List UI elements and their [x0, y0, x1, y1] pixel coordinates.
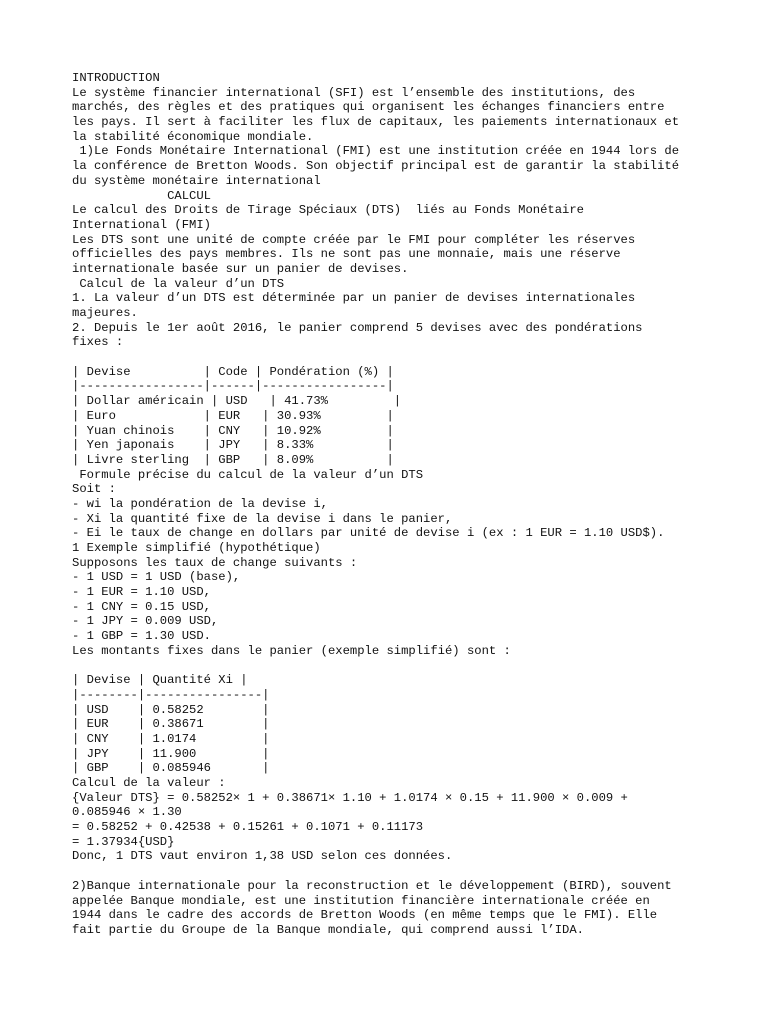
exchange-rate-item: - 1 EUR = 1.10 USD,	[72, 585, 211, 600]
quantity-table-row: | CNY | 1.0174 |	[72, 731, 270, 746]
text-line: 1944 dans le cadre des accords de Bretton Woods (en même temps que le FMI). Elle	[72, 908, 658, 923]
text-line: Donc, 1 DTS vaut environ 1,38 USD selon ces données.	[72, 849, 453, 864]
text-line: - wi la pondération de la devise i,	[72, 496, 328, 511]
formula-line: {Valeur DTS} = 0.58252× 1 + 0.38671× 1.10 + 1.0174 × 0.15 + 11.900 × 0.009 +	[72, 790, 628, 805]
quantity-table-row: | USD | 0.58252 |	[72, 702, 270, 717]
text-line: fixes :	[72, 335, 124, 350]
quantity-table-row: | EUR | 0.38671 |	[72, 717, 270, 732]
text-line: Les DTS sont une unité de compte créée par le FMI pour compléter les réserves	[72, 232, 636, 247]
text-line: - Xi la quantité fixe de la devise i dans le panier,	[72, 511, 453, 526]
text-line: du système monétaire international	[72, 173, 321, 188]
text-line: les pays. Il sert à faciliter les flux de capitaux, les paiements internationaux et	[72, 115, 680, 130]
subheading-calcul-valeur: Calcul de la valeur d’un DTS	[72, 276, 285, 291]
formula-line: = 0.58252 + 0.42538 + 0.15261 + 0.1071 + 0.11173	[72, 820, 424, 835]
quantity-table-row: | JPY | 11.900 |	[72, 746, 270, 761]
text-line: International (FMI)	[72, 217, 211, 232]
subheading-exemple: 1 Exemple simplifié (hypothétique)	[72, 541, 321, 555]
formula-line: 0.085946 × 1.30	[72, 805, 182, 820]
heading-introduction: INTRODUCTION	[72, 71, 160, 85]
blank-line	[72, 864, 712, 879]
currency-table-row: | Yuan chinois | CNY | 10.92% |	[72, 423, 394, 438]
text-line: marchés, des règles et des pratiques qui organisent les échanges financiers entre	[72, 100, 665, 115]
text-line: 2)Banque internationale pour la reconstruction et le développement (BIRD), souvent	[72, 878, 672, 893]
text-line: 2. Depuis le 1er août 2016, le panier comprend 5 devises avec des pondérations	[72, 320, 643, 335]
text-line: la stabilité économique mondiale.	[72, 129, 314, 144]
currency-table-header: | Devise | Code | Pondération (%) |	[72, 364, 394, 379]
heading-calcul: CALCUL	[72, 188, 211, 203]
text-line: la conférence de Bretton Woods. Son objectif principal est de garantir la stabilité	[72, 159, 680, 174]
text-line: 1. La valeur d’un DTS est déterminée par un panier de devises internationales	[72, 291, 636, 306]
document-page	[72, 71, 712, 938]
text-line: Le système financier international (SFI) est l’ensemble des institutions, des	[72, 85, 636, 100]
text-line: Calcul de la valeur :	[72, 776, 226, 790]
text-line: 1)Le Fonds Monétaire International (FMI) est une institution créée en 1944 lors de	[72, 144, 680, 159]
quantity-table-row: | GBP | 0.085946 |	[72, 761, 270, 776]
text-line: Le calcul des Droits de Tirage Spéciaux (DTS) liés au Fonds Monétaire	[72, 203, 584, 218]
quantity-table-header: | Devise | Quantité Xi |	[72, 673, 248, 688]
text-line: Les montants fixes dans le panier (exemple simplifié) sont :	[72, 643, 511, 658]
text-line: officielles des pays membres. Ils ne sont pas une monnaie, mais une réserve	[72, 247, 621, 262]
exchange-rate-item: - 1 JPY = 0.009 USD,	[72, 614, 219, 629]
currency-table-row: | Dollar américain | USD | 41.73% |	[72, 394, 402, 409]
text-line: majeures.	[72, 306, 138, 320]
subheading-formule: Formule précise du calcul de la valeur d’un DTS	[72, 467, 424, 482]
blank-line	[72, 350, 712, 365]
exchange-rate-item: - 1 USD = 1 USD (base),	[72, 570, 241, 585]
text-line: fait partie du Groupe de la Banque mondiale, qui comprend aussi l’IDA.	[72, 922, 584, 937]
text-line: Soit :	[72, 482, 116, 497]
text-line: Supposons les taux de change suivants :	[72, 555, 358, 570]
quantity-table-separator: |--------|----------------|	[72, 687, 270, 702]
currency-table-row: | Livre sterling | GBP | 8.09% |	[72, 452, 394, 467]
exchange-rate-item: - 1 GBP = 1.30 USD.	[72, 629, 211, 644]
currency-table-separator: |-----------------|------|-----------------|	[72, 379, 394, 394]
blank-line	[72, 659, 712, 674]
text-line: - Ei le taux de change en dollars par unité de devise i (ex : 1 EUR = 1.10 USD$).	[72, 526, 665, 541]
currency-table-row: | Euro | EUR | 30.93% |	[72, 408, 394, 423]
text-line: internationale basée sur un panier de devises.	[72, 261, 409, 276]
currency-table-row: | Yen japonais | JPY | 8.33% |	[72, 438, 394, 453]
formula-line: = 1.37934{USD}	[72, 834, 175, 849]
text-line: appelée Banque mondiale, est une institution financière internationale créée en	[72, 893, 650, 908]
exchange-rate-item: - 1 CNY = 0.15 USD,	[72, 599, 211, 614]
